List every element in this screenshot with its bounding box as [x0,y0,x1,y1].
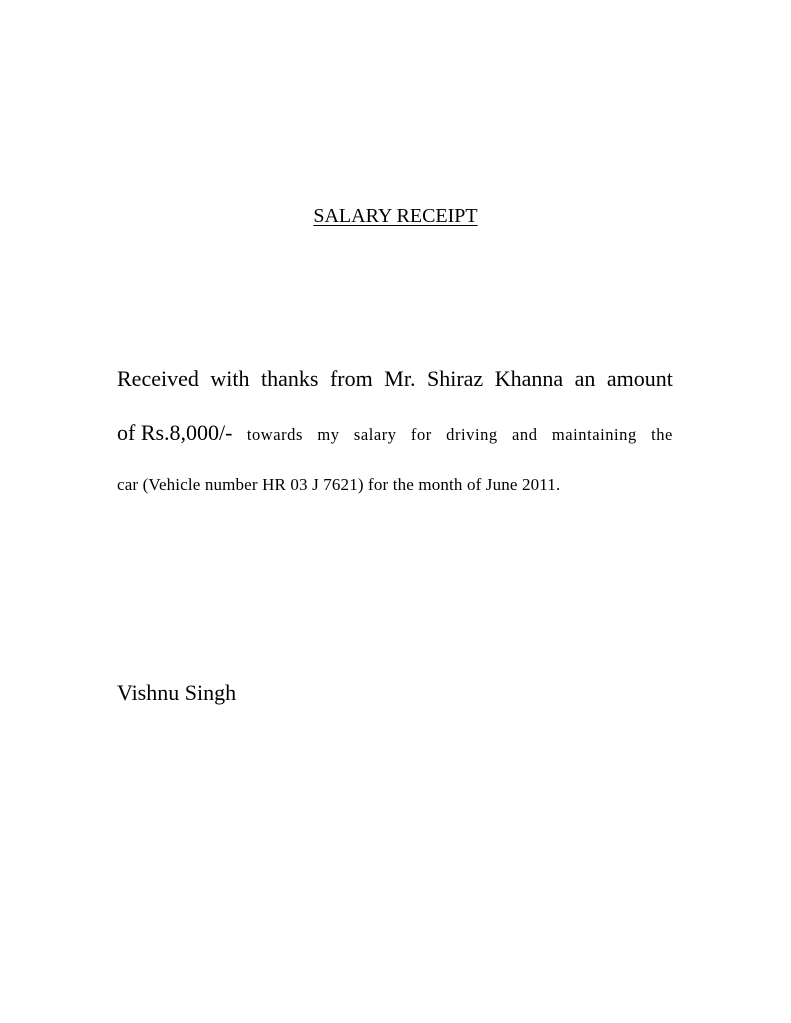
body-word: Shiraz [426,366,484,391]
body-word: and [512,425,538,444]
receipt-title-block [0,201,791,231]
body-word: from [329,366,373,391]
body-word: amount [606,366,673,391]
body-word: the [651,425,673,444]
body-word: towards [246,425,303,444]
body-word: salary [353,425,397,444]
body-line-2 [117,416,673,452]
receipt-title: SALARY RECEIPT [313,205,478,227]
body-word: an [574,366,596,391]
body-word: with [210,366,250,391]
body-word: Mr. [384,366,416,391]
body-word: driving [446,425,498,444]
body-line-1 [117,362,673,396]
body-word: maintaining [551,425,637,444]
signatory-name: Vishnu Singh [117,680,237,705]
body-word: my [317,425,340,444]
body-word: Received [117,366,199,391]
amount-text: of Rs.8,000/- [117,420,233,445]
body-word: for [410,425,432,444]
body-word: thanks [261,366,319,391]
body-line-3: car (Vehicle number HR 03 J 7621) for the month of June 2011. [117,475,561,494]
body-word: Khanna [494,366,564,391]
